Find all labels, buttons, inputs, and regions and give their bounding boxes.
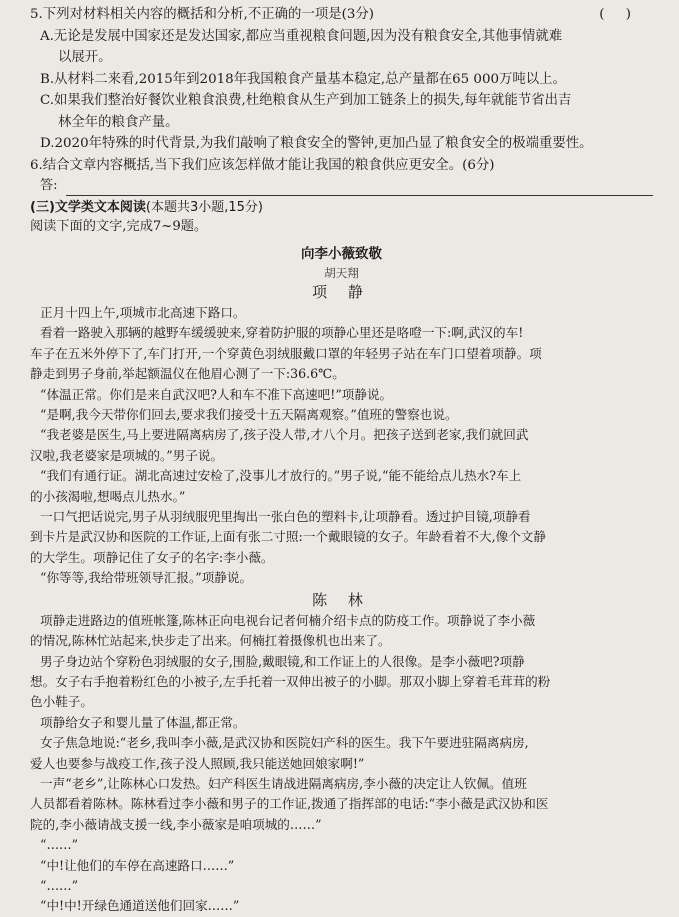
answer-label: 答: — [40, 178, 58, 193]
answer-row — [30, 176, 653, 196]
story-line: 车子在五米外停下了,车门打开,一个穿黄色羽绒服戴口罩的年轻男子站在车门口望着项静。项 — [30, 345, 542, 361]
section-title: (三)文学类文本阅读 — [30, 200, 146, 215]
story-line: 项静给女子和婴儿量了体温,都正常。 — [40, 714, 246, 730]
story-line: 正月十四上午,项城市北高速下路口。 — [40, 305, 246, 320]
section-instruction: 阅读下面的文字,完成7~9题。 — [30, 219, 208, 234]
story-line: 院的,李小薇请战支援一线,李小薇家是咱项城的……” — [30, 816, 322, 832]
story-line: “……” — [40, 837, 79, 853]
question-6-stem: 6.结合文章内容概括,当下我们应该怎样做才能让我国的粮食供应更安全。(6分) — [30, 157, 495, 173]
answer-line[interactable] — [66, 181, 653, 196]
part2-body — [30, 611, 653, 917]
option-d: D.2020年特殊的时代背景,为我们敲响了粮食安全的警钟,更加凸显了粮食安全的极端重要性。 — [40, 136, 593, 151]
story-line: “我们有通行证。湖北高速过安检了,没事儿才放行的。”男子说,“能不能给点儿热水?车上 — [40, 468, 522, 484]
story-line: 男子身边站个穿粉色羽绒服的女子,围脸,戴眼镜,和工作证上的人很像。是李小薇吧?项静 — [40, 653, 525, 669]
story-line: “中!让他们的车停在高速路口……” — [40, 857, 235, 873]
story-line: “你等等,我给带班领导汇报。”项静说。 — [40, 570, 253, 586]
story-line: “……” — [40, 877, 79, 893]
story-line: “我老婆是医生,马上要进隔离病房了,孩子没人带,才八个月。把孩子送到老家,我们就回武 — [40, 427, 529, 443]
story-line: 汉啦,我老婆家是项城的。”男子说。 — [30, 447, 224, 463]
part1-heading: 项 静 — [312, 283, 371, 301]
part2-heading: 陈 林 — [312, 590, 371, 609]
story-line: 一声“老乡”,让陈林心口发热。妇产科医生请战进隔离病房,李小薇的决定让人钦佩。值班 — [40, 775, 527, 791]
section-heading — [30, 198, 653, 217]
question-5 — [30, 4, 653, 155]
question-5-stem: 5.下列对材料相关内容的概括和分析,不正确的一项是(3分) — [30, 7, 374, 22]
story-author: 胡天翔 — [324, 266, 359, 280]
story-line: 人员都看着陈林。陈林看过李小薇和男子的工作证,拨通了指挥部的电话:“李小薇是武汉协和医 — [30, 796, 549, 812]
story-line: “是啊,我今天带你们回去,要求我们接受十五天隔离观察。”值班的警察也说。 — [40, 407, 458, 423]
story-line: 的情况,陈林忙站起来,快步走了出来。何楠扛着摄像机也出来了。 — [30, 633, 391, 649]
option-a-line-1: A.无论是发展中国家还是发达国家,都应当重视粮食问题,因为没有粮食安全,其他事情就难 — [40, 28, 563, 44]
story-line: 的小孩渴啦,想喝点儿热水。” — [30, 488, 186, 504]
option-b: B.从材料二来看,2015年到2018年我国粮食产量基本稳定,总产量都在65 000万吨以上。 — [40, 71, 566, 87]
story-title: 向李小薇致敬 — [301, 246, 382, 262]
section-note: (本题共3小题,15分) — [145, 200, 263, 215]
question-6 — [30, 155, 653, 197]
story-line: 一口气把话说完,男子从羽绒服兜里掏出一张白色的塑料卡,让项静看。透过护目镜,项静看 — [40, 509, 531, 525]
answer-parentheses: ( ) — [599, 7, 631, 22]
story-line: 的大学生。项静记住了女子的名字:李小薇。 — [30, 549, 274, 565]
story-line: 女子焦急地说:“老乡,我叫李小薇,是武汉协和医院妇产科的医生。我下午要进驻隔离病房, — [40, 735, 529, 751]
story-line: “中!中!开绿色通道送他们回家……” — [40, 898, 240, 914]
part1-body — [30, 303, 653, 589]
story-line: 想。女子右手抱着粉红色的小被子,左手托着一双伸出被子的小脚。那双小脚上穿着毛茸茸的粉 — [30, 673, 551, 689]
story-line: 项静走进路边的值班帐篷,陈林正向电视台记者何楠介绍卡点的防疫工作。项静说了李小薇 — [40, 612, 536, 628]
option-a-line-2: 以展开。 — [58, 50, 112, 65]
story-line: 色小鞋子。 — [30, 694, 93, 710]
story-line: 到卡片是武汉协和医院的工作证,上面有张二寸照:一个戴眼镜的女子。年龄看着不大,像个文静 — [30, 529, 546, 545]
option-c-line-1: C.如果我们整治好餐饮业粮食浪费,杜绝粮食从生产到加工链条上的损失,每年就能节省出吉 — [40, 93, 572, 108]
option-c-line-2: 林全年的粮食产量。 — [58, 114, 179, 130]
story-line: 静走到男子身前,举起额温仪在他眉心测了一下:36.6℃。 — [30, 366, 345, 382]
story-line: 看着一路驶入那辆的越野车缓缓驶来,穿着防护服的项静心里还是咯噔一下:啊,武汉的车! — [40, 325, 524, 341]
story-line: 爱人也要参与战疫工作,孩子没人照顾,我只能送她回娘家啊!” — [30, 755, 365, 771]
story-line: “体温正常。你们是来自武汉吧?人和车不准下高速吧!”项静说。 — [40, 386, 393, 402]
